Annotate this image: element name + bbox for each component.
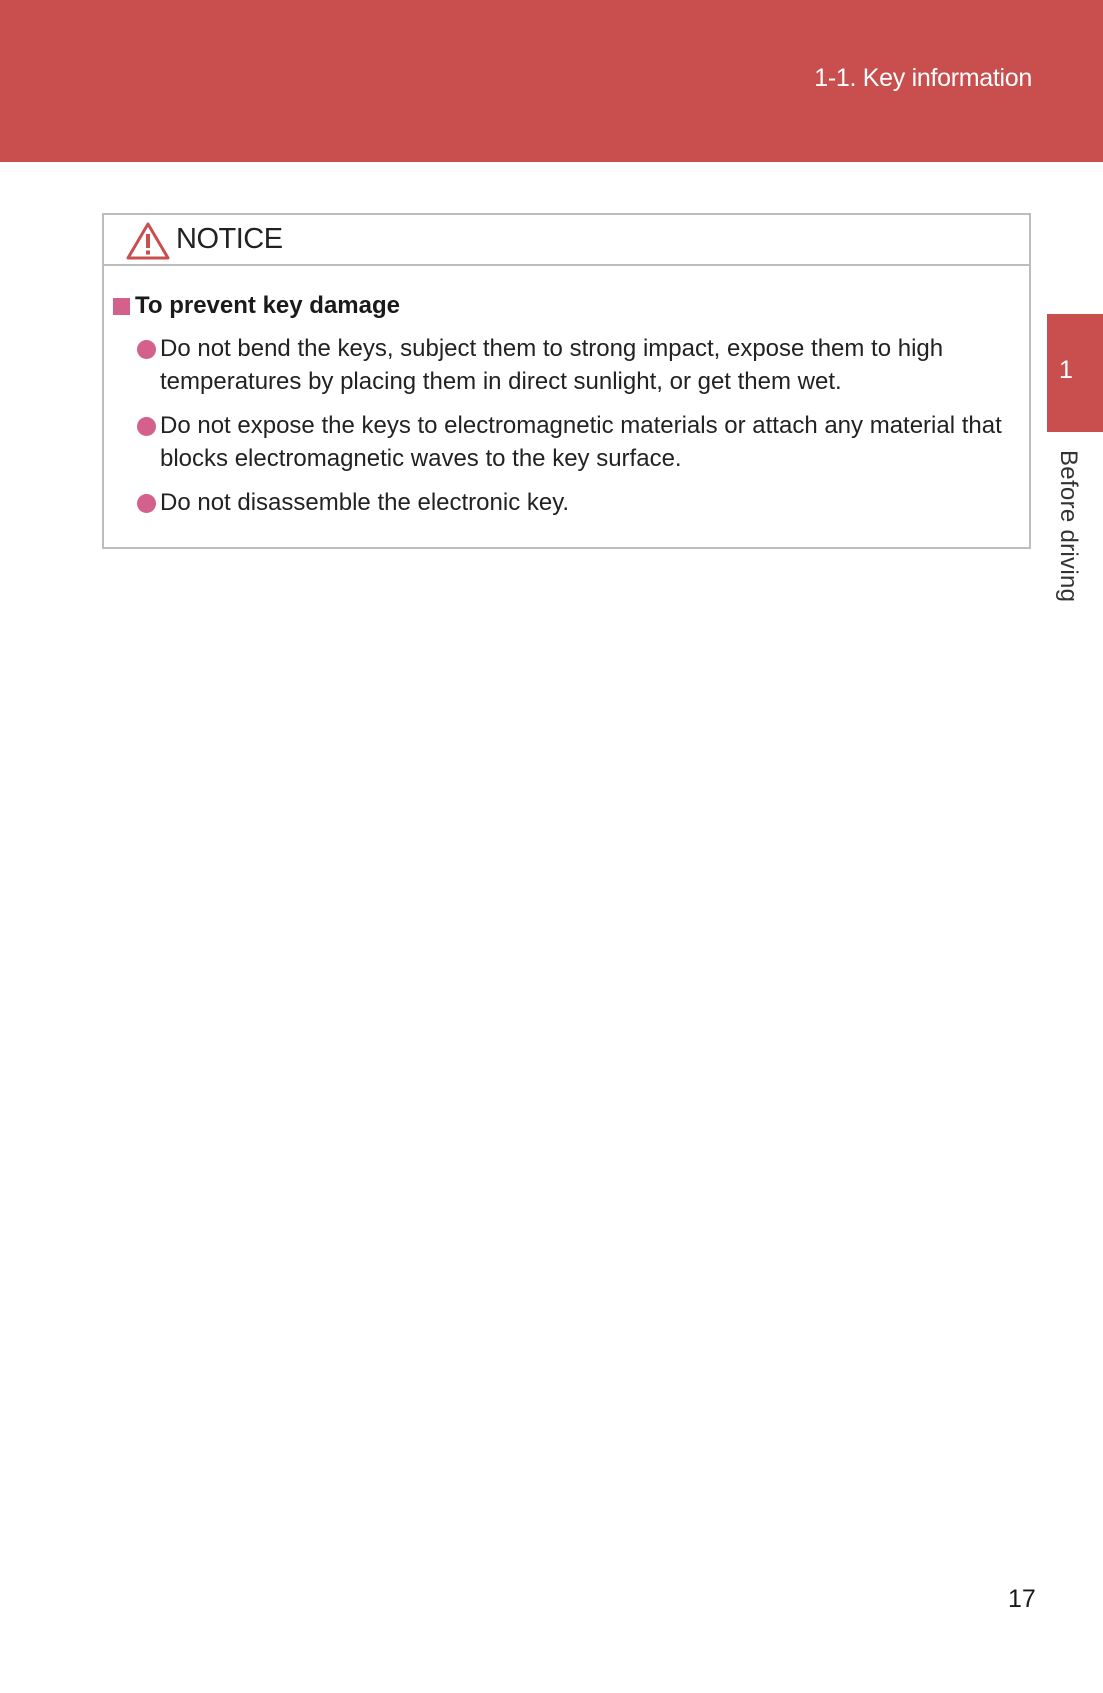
- notice-box: [102, 213, 1031, 549]
- chapter-tab: [1047, 314, 1103, 432]
- page-number: 17: [1008, 1585, 1036, 1613]
- header-band: [0, 0, 1103, 162]
- section-heading: [113, 292, 400, 320]
- list-item: [136, 486, 1016, 519]
- circle-bullet-icon: [137, 494, 156, 513]
- bullet-list: [136, 332, 1016, 530]
- list-item: [136, 409, 1016, 475]
- notice-label: NOTICE: [176, 223, 283, 255]
- section-heading-text: To prevent key damage: [135, 292, 400, 319]
- square-bullet-icon: [113, 298, 130, 315]
- list-item-text: Do not disassemble the electronic key.: [160, 489, 570, 516]
- list-item-text: Do not bend the keys, subject them to strong impact, expose them to high temperatures by placing them in direct sunlight, or get them wet.: [160, 335, 944, 395]
- chapter-number: 1: [1059, 356, 1073, 384]
- section-title: 1-1. Key information: [814, 64, 1032, 92]
- chapter-label: Before driving: [1055, 450, 1082, 603]
- list-item-text: Do not expose the keys to electromagnetic materials or attach any material that blocks electromagnetic waves to the key surface.: [160, 412, 1002, 472]
- warning-triangle-icon: [125, 221, 171, 261]
- circle-bullet-icon: [137, 340, 156, 359]
- list-item: [136, 332, 1016, 398]
- circle-bullet-icon: [137, 417, 156, 436]
- notice-header: [104, 215, 1029, 266]
